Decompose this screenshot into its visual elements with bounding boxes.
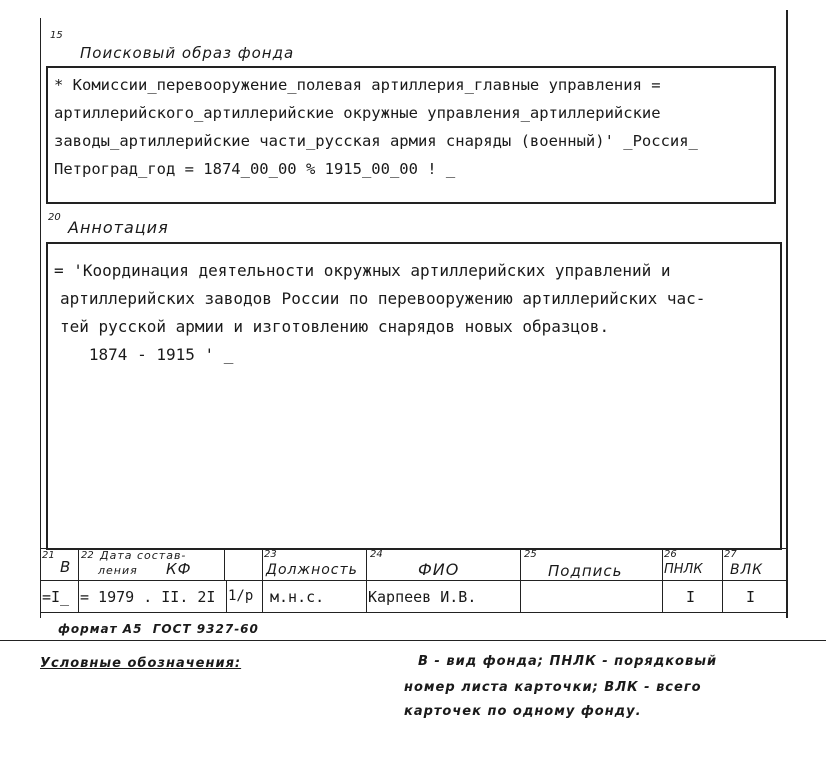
cell-position: м.н.с. xyxy=(270,588,325,606)
table-bottom-line xyxy=(40,612,786,613)
field-number-26: 26 xyxy=(664,549,677,560)
header-vlk: ВЛК xyxy=(730,562,764,578)
field-number-24: 24 xyxy=(370,549,383,560)
search-image-line-1: * Комиссии_перевооружение_полевая артиллерия_главные управления = xyxy=(54,76,661,94)
field-number-21: 21 xyxy=(42,550,55,561)
col-sep xyxy=(520,548,521,612)
annotation-line-2: артиллерийских заводов России по перевооружению артиллерийских час- xyxy=(60,289,706,308)
col-sep xyxy=(366,548,367,612)
cell-fio: Карпеев И.В. xyxy=(368,588,477,606)
field-number-25: 25 xyxy=(524,549,537,560)
search-image-line-2: артиллерийского_артиллерийские окружные управления_артиллерийские xyxy=(54,104,661,122)
cell-pnlk: I xyxy=(686,588,696,606)
table-mid-line xyxy=(40,580,786,581)
annotation-line-4: 1874 - 1915 ' _ xyxy=(60,345,234,364)
col-sep xyxy=(226,580,227,612)
legend-line-2: номер листа карточки; ВЛК - всего xyxy=(404,680,702,695)
card-right-border xyxy=(786,10,788,618)
annotation-line-1: = 'Координация деятельности окружных артиллерийских управлений и xyxy=(54,261,671,280)
card-left-border xyxy=(40,18,41,618)
header-fio: ФИО xyxy=(418,560,460,579)
cell-date: = 1979 . II. 2I xyxy=(80,588,216,606)
annotation-line-3: тей русской армии и изготовлению снарядов новых образцов. xyxy=(60,317,610,336)
header-type: В xyxy=(60,558,72,576)
legend-line-1: В - вид фонда; ПНЛК - порядковый xyxy=(418,654,718,669)
legend-line-3: карточек по одному фонду. xyxy=(404,704,642,719)
annotation-section-label: Аннотация xyxy=(68,218,169,237)
header-kf: КФ xyxy=(166,560,192,578)
header-position: Должность xyxy=(266,562,358,578)
cell-type: =I_ xyxy=(42,588,70,606)
field-number-22: 22 xyxy=(81,550,94,561)
col-sep xyxy=(722,548,723,612)
header-signature: Подпись xyxy=(548,562,623,580)
col-sep xyxy=(662,548,663,612)
field-number-20: 20 xyxy=(48,212,61,223)
cell-vlk: I xyxy=(746,588,756,606)
col-sep xyxy=(262,548,263,612)
header-date-line-2: ления xyxy=(98,564,138,577)
col-sep xyxy=(78,548,79,612)
field-number-27: 27 xyxy=(724,549,737,560)
legend-label: Условные обозначения: xyxy=(40,656,242,671)
header-date-line-1: Дата состав- xyxy=(100,549,187,562)
search-section-label: Поисковый образ фонда xyxy=(80,44,295,62)
format-note: формат А5 ГОСТ 9327-60 xyxy=(58,622,259,636)
search-image-line-4: Петроград_год = 1874_00_00 % 1915_00_00 ! _ xyxy=(54,160,456,178)
header-pnlk: ПНЛК xyxy=(664,562,703,577)
search-image-line-3: заводы_артиллерийские части_русская армия снаряды (военный)' _Россия_ xyxy=(54,132,698,150)
col-sep xyxy=(224,548,225,580)
field-number-23: 23 xyxy=(264,549,277,560)
card-cut-line xyxy=(0,640,826,641)
field-number-15: 15 xyxy=(50,30,63,41)
cell-kf: 1/p xyxy=(228,588,254,604)
